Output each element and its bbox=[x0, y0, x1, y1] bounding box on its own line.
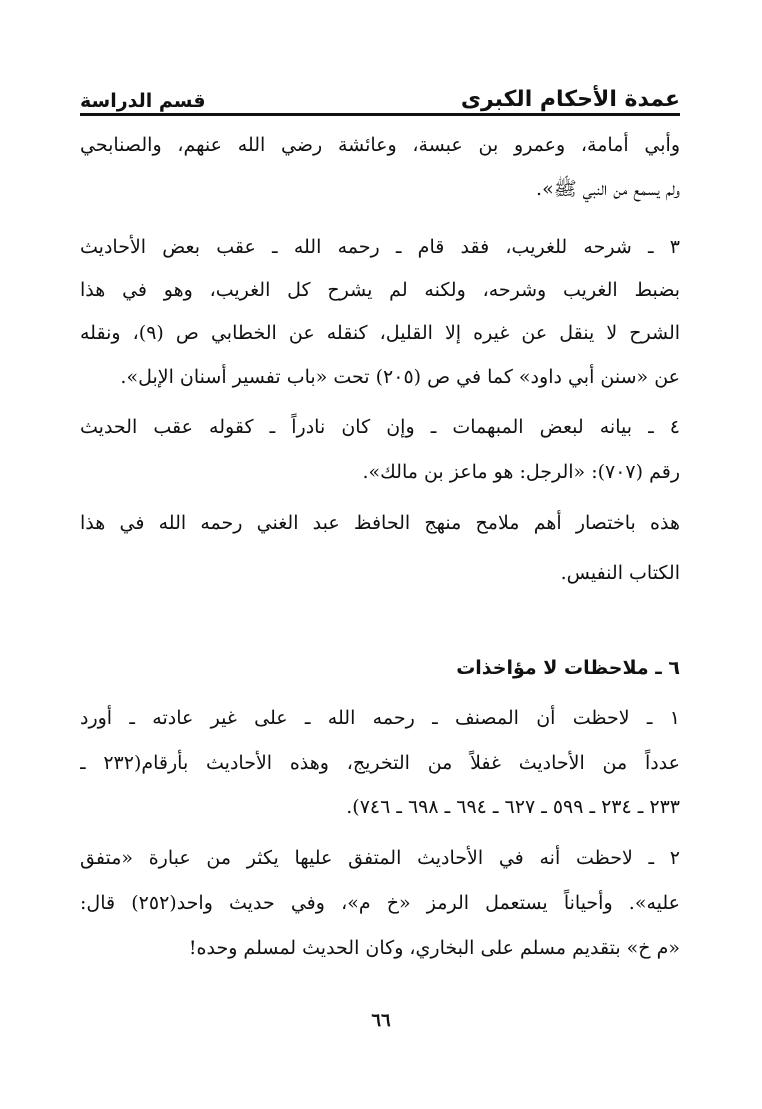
section-name: قسم الدراسة bbox=[80, 90, 206, 112]
book-title: عمدة الأحكام الكبرى bbox=[460, 87, 680, 112]
text-line: ولم يسمع من النبي ﷺ». bbox=[536, 178, 680, 200]
section-heading: ٦ ـ ملاحظات لا مؤاخذات bbox=[456, 657, 680, 679]
text-line: عليه». وأحياناً يستعمل الرمز «خ م»، وفي حديث واحد(٢٥٢) قال: bbox=[80, 892, 680, 914]
text-line: هذه باختصار أهم ملامح منهج الحافظ عبد الغني رحمه الله في هذا bbox=[80, 512, 680, 534]
text-line: ٢٣٣ ـ ٢٣٤ ـ ٥٩٩ ـ ٦٢٧ ـ ٦٩٤ ـ ٦٩٨ ـ ٧٤٦). bbox=[346, 796, 680, 818]
text-line: وأبي أمامة، وعمرو بن عبسة، وعائشة رضي الله عنهم، والصنابحي bbox=[80, 134, 680, 156]
text-line: الشرح لا ينقل عن غيره إلا القليل، كنقله عن الخطابي ص (٩)، ونقله bbox=[80, 322, 680, 344]
text-line: رقم (٧٠٧): «الرجل: هو ماعز بن مالك». bbox=[362, 461, 680, 483]
text-line: ٤ ـ بيانه لبعض المبهمات ـ وإن كان نادراً ـ كقوله عقب الحديث bbox=[80, 416, 680, 438]
running-header bbox=[80, 78, 680, 112]
page-number: ٦٦ bbox=[371, 1010, 391, 1031]
text-line: عن «سنن أبي داود» كما في ص (٢٠٥) تحت «باب تفسير أسنان الإبل». bbox=[120, 366, 680, 388]
text-line: الكتاب النفيس. bbox=[560, 562, 680, 584]
header-rule bbox=[80, 113, 680, 116]
text-line: بضبط الغريب وشرحه، ولكنه لم يشرح كل الغريب، وهو في هذا bbox=[80, 279, 680, 301]
text-line: ٣ ـ شرحه للغريب، فقد قام ـ رحمه الله ـ عقب بعض الأحاديث bbox=[80, 236, 680, 258]
text-line: ١ ـ لاحظت أن المصنف ـ رحمه الله ـ على غير عادته ـ أورد bbox=[80, 707, 680, 729]
text-line: ٢ ـ لاحظت أنه في الأحاديث المتفق عليها يكثر من عبارة «متفق bbox=[80, 847, 680, 869]
text-line: عدداً من الأحاديث غفلاً من التخريج، وهذه الأحاديث بأرقام(٢٣٢ ـ bbox=[80, 752, 680, 774]
text-line: «م خ» بتقديم مسلم على البخاري، وكان الحديث لمسلم وحده! bbox=[188, 937, 680, 959]
